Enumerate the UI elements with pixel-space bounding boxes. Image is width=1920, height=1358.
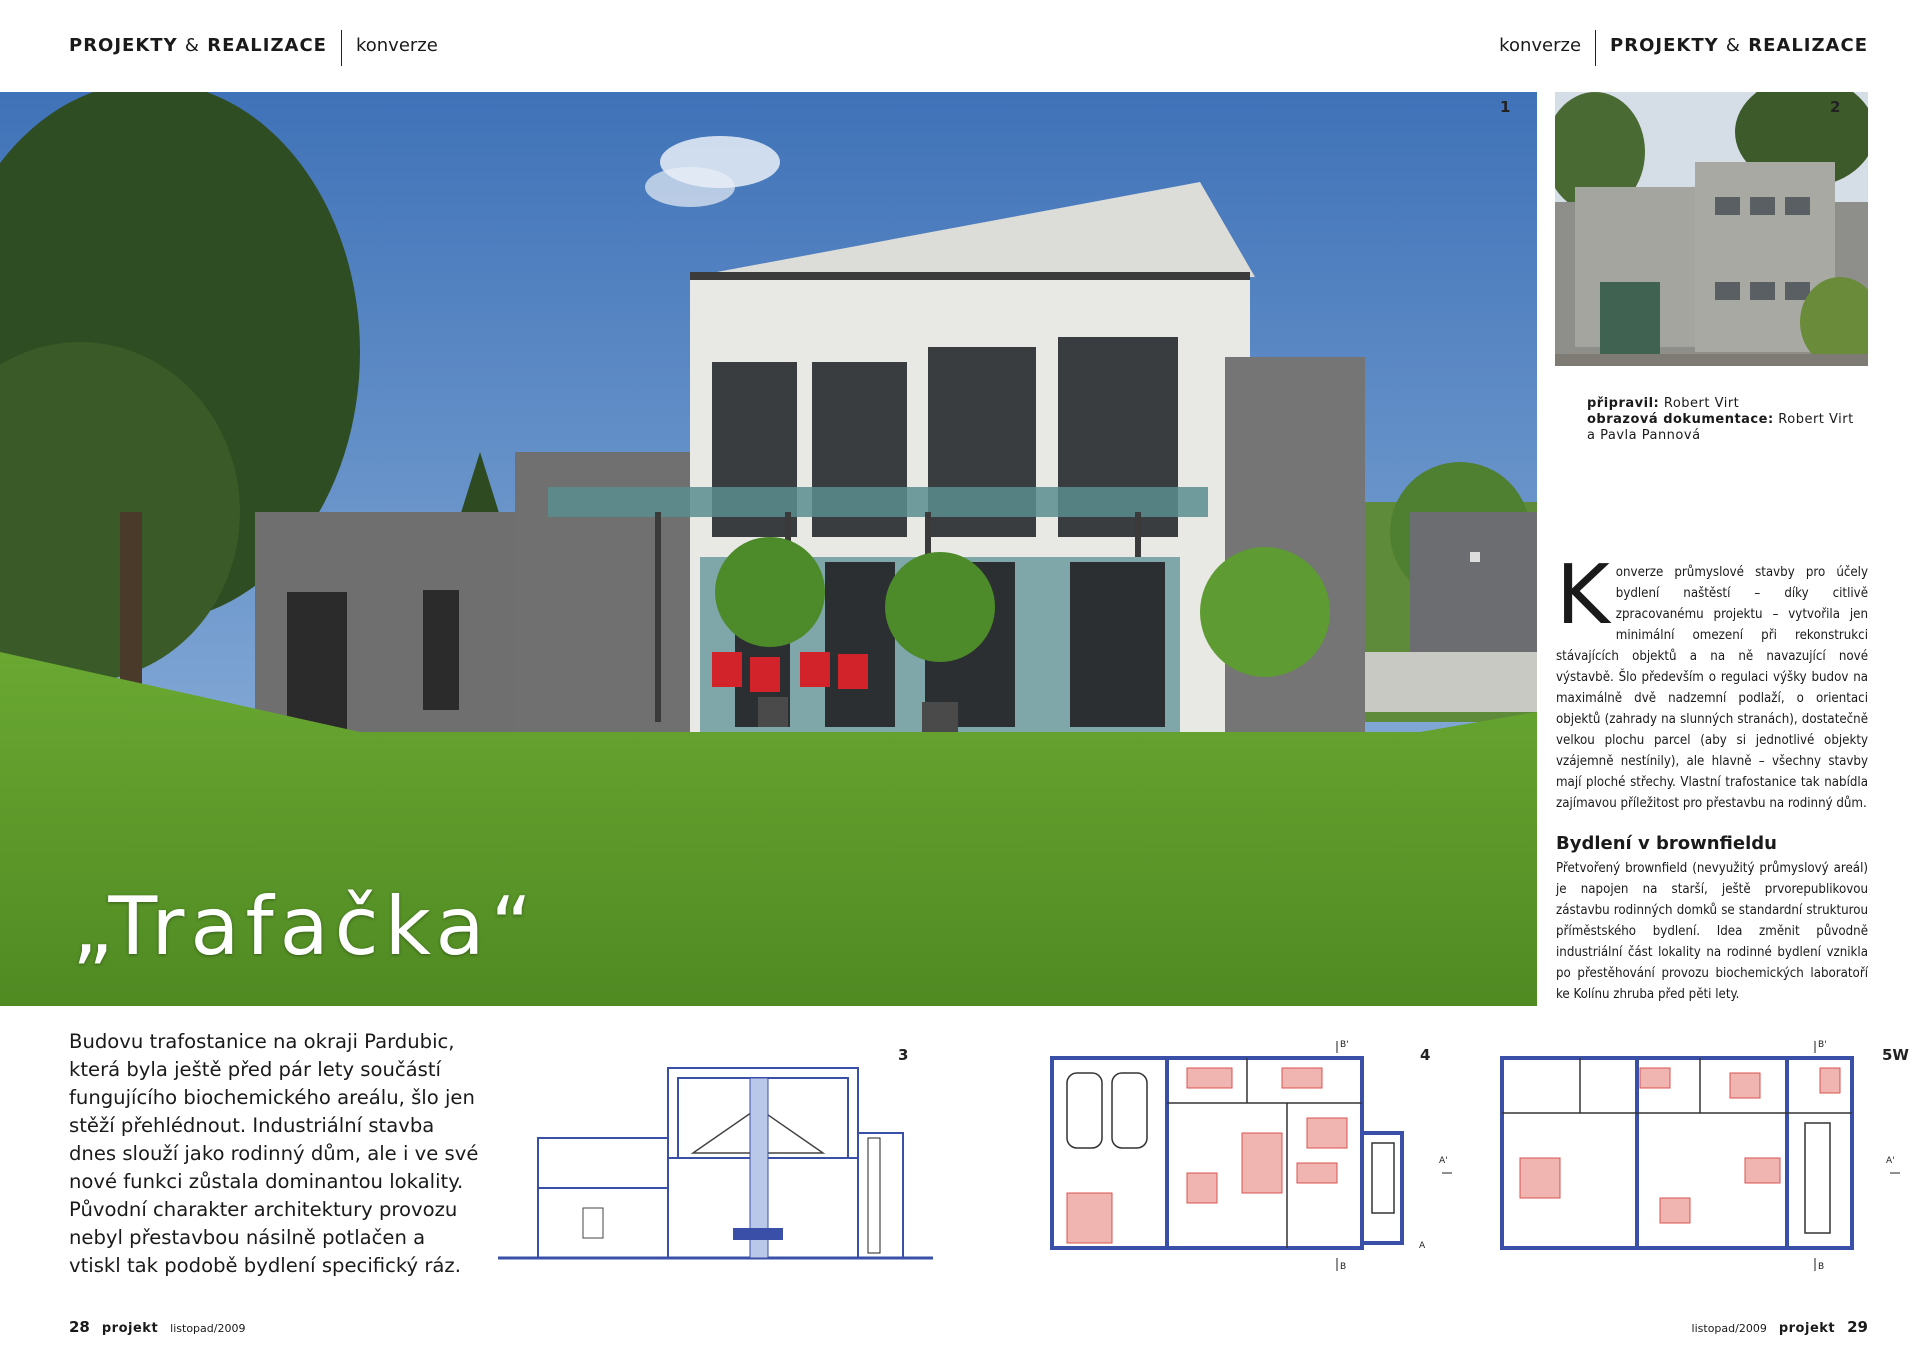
header-divider: [341, 30, 342, 66]
lead-paragraph: Konverze průmyslové stavby pro účely bydlení naštěstí – díky citlivě zpracovanému projektu – vytvořila jen minimální omezení při rekonstrukci stávajících objektů a na ně navazující nové výstavbě. Šlo především o regulaci výšky budov na maximálně dvě nadzemní podlaží, o orientaci objektů (zahrady na slunných stranách), dostatečně velkou plochu parcel (aby si jednotlivé objekty vzájemně nestínily), ale hlavně – všechny stavby mají ploché střechy. Vlastní trafostanice tak nabídla zajímavou příležitost pro přestavbu na rodinný dům.: [1556, 548, 1868, 811]
magazine-name: projekt: [1778, 1321, 1836, 1336]
upper-floor-plan: [1490, 1033, 1910, 1273]
floor-plan-illustration: [1047, 1033, 1457, 1273]
section-label: PROJEKTY & REALIZACE: [1610, 35, 1868, 56]
drop-cap: K: [1556, 548, 1610, 643]
body-paragraph: Přetvořený brownfield (nevyužitý průmyslový areál) je napojen na starší, ještě prvorepublikovou zástavbu rodinných domků se standardní strukturou příměstského bydlení. Idea změnit původně industriální část lokality na rodinné bydlení vznikla po přestěhování provozu biochemických laboratoří ke Kolínu zhruba před pěti lety.: [1556, 861, 1868, 1002]
plan-mark: B: [1818, 1262, 1825, 1272]
magazine-name: projekt: [101, 1321, 159, 1336]
page-number: 28: [69, 1318, 90, 1336]
folio-left: [69, 1318, 245, 1336]
section-label: PROJEKTY & REALIZACE: [69, 35, 327, 56]
figure-number: 1: [1500, 98, 1511, 116]
figure-number: 2: [1830, 98, 1841, 116]
section-drawing: [488, 1038, 940, 1270]
running-head-right: [1499, 30, 1868, 90]
figure-number: 4: [1420, 1046, 1431, 1064]
figure-number: 3: [898, 1046, 909, 1064]
ground-floor-plan: [1047, 1033, 1457, 1273]
plan-mark: B: [1340, 1262, 1347, 1272]
plan-mark: B': [1818, 1040, 1827, 1050]
plan-mark: A': [1886, 1156, 1895, 1166]
figure-number: 5W: [1882, 1046, 1909, 1064]
page-number: 29: [1847, 1318, 1868, 1336]
transformer-photo: [1555, 92, 1868, 366]
topic-label: konverze: [355, 35, 438, 56]
house-illustration: [0, 92, 1537, 1006]
issue-date: listopad/2009: [1691, 1322, 1767, 1335]
floor-plan-illustration: [1490, 1033, 1910, 1273]
plan-mark: B': [1340, 1040, 1349, 1050]
house-photo: [0, 92, 1537, 1006]
running-head-left: [69, 30, 438, 90]
section-heading: Bydlení v brownfieldu: [1556, 833, 1777, 854]
plan-mark: A': [1439, 1156, 1448, 1166]
folio-right: [1692, 1318, 1868, 1336]
section-plan-illustration: [488, 1038, 940, 1270]
topic-label: konverze: [1499, 35, 1582, 56]
intro-paragraph: Budovu trafostanice na okraji Pardubic, která byla ještě před pár lety součástí fungujícího biochemického areálu, šlo jen stěží přehlédnout. Industriální stavba dnes slouží jako rodinný dům, ale i ve své nové funkci zůstala dominantou lokality. Původní charakter architektury provozu nebyl přestavbou násilně potlačen a vtiskl tak podobě bydlení specifický ráz.: [69, 1030, 479, 1277]
credits: připravil: Robert Virt obrazová dokumentace: Robert Virt a Pavla Pannová: [1587, 396, 1854, 443]
article-title: „Trafačka“: [72, 880, 539, 973]
header-divider: [1595, 30, 1596, 66]
issue-date: listopad/2009: [170, 1322, 246, 1335]
plan-mark: A: [1419, 1241, 1426, 1251]
transformer-illustration: [1555, 92, 1868, 366]
